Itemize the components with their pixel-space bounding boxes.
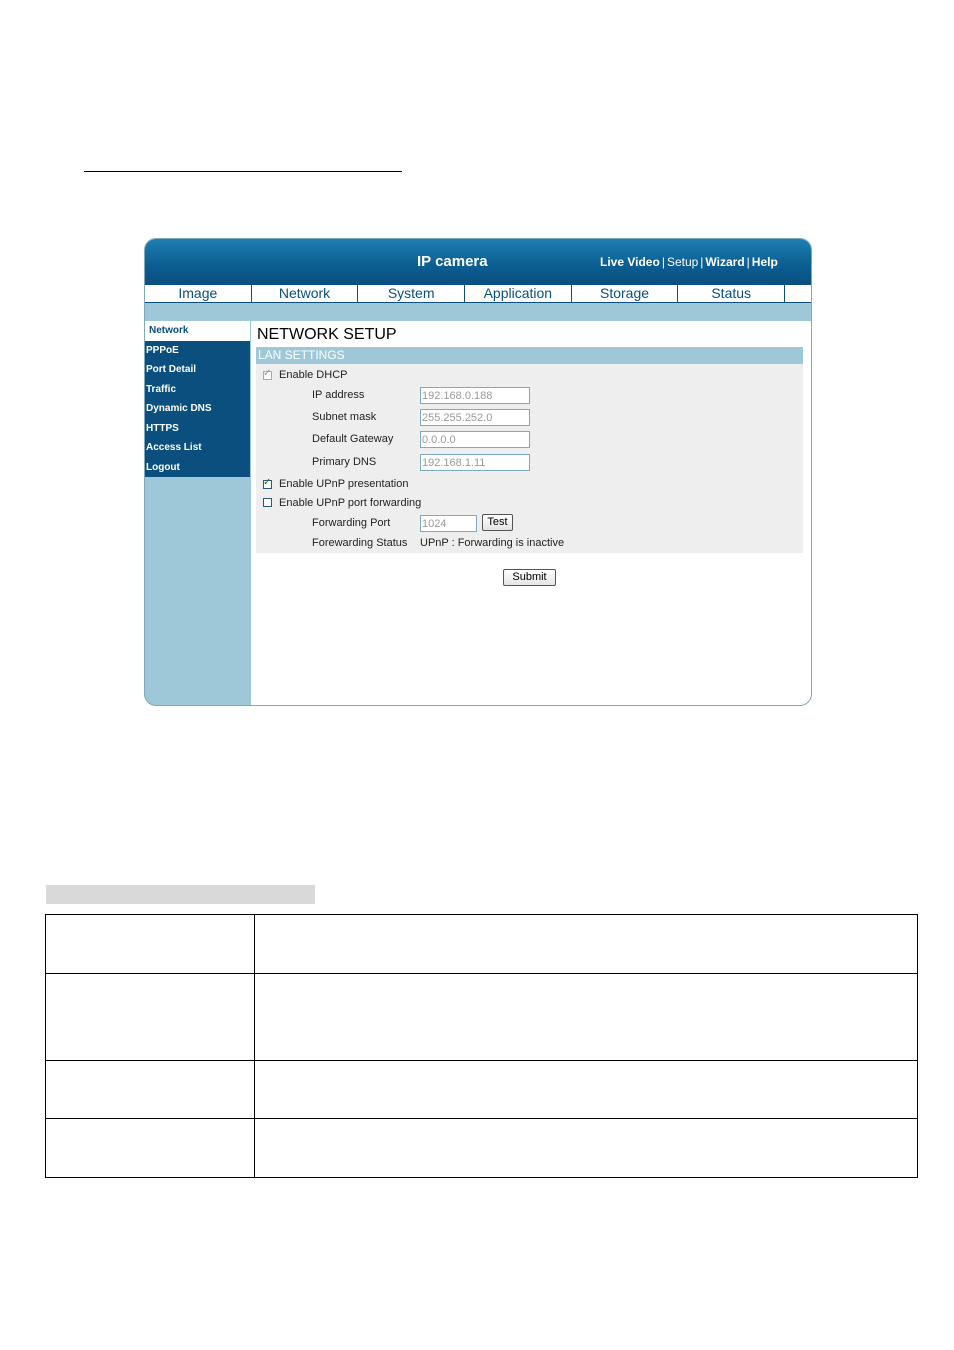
table-cell bbox=[255, 1119, 918, 1178]
sidebar-item-dynamic-dns[interactable]: Dynamic DNS bbox=[145, 399, 250, 419]
sidebar bbox=[145, 321, 250, 477]
main-menu bbox=[145, 285, 785, 303]
enable-dhcp-label: Enable DHCP bbox=[279, 369, 348, 381]
upnp-port-forwarding-label: Enable UPnP port forwarding bbox=[279, 497, 422, 509]
table-cell bbox=[46, 915, 255, 974]
sidebar-item-https[interactable]: HTTPS bbox=[145, 419, 250, 439]
ip-address-label: IP address bbox=[312, 389, 365, 401]
section-title: LAN SETTINGS bbox=[256, 347, 803, 364]
menu-system[interactable]: System bbox=[358, 285, 465, 302]
setup-link[interactable]: Setup bbox=[666, 255, 699, 269]
forwarding-status-label: Forewarding Status bbox=[312, 537, 408, 549]
table-row bbox=[46, 915, 918, 974]
forwarding-port-field[interactable]: 1024 bbox=[420, 515, 477, 532]
table-cell bbox=[255, 1061, 918, 1119]
page-title: NETWORK SETUP bbox=[257, 326, 397, 343]
menu-filler bbox=[785, 285, 811, 303]
link-separator: | bbox=[661, 255, 665, 269]
menu-status[interactable]: Status bbox=[678, 285, 785, 302]
app-title: IP camera bbox=[417, 253, 488, 270]
table-cell bbox=[255, 974, 918, 1061]
description-table bbox=[45, 914, 918, 1178]
table-heading-bar bbox=[46, 885, 315, 904]
document-heading-underline bbox=[84, 171, 402, 172]
camera-web-ui bbox=[144, 238, 812, 706]
menu-image[interactable]: Image bbox=[145, 285, 252, 302]
help-link[interactable]: Help bbox=[751, 255, 778, 269]
default-gateway-label: Default Gateway bbox=[312, 433, 394, 445]
content-panel bbox=[251, 321, 811, 705]
upnp-presentation-label: Enable UPnP presentation bbox=[279, 478, 409, 490]
menu-storage[interactable]: Storage bbox=[572, 285, 679, 302]
lan-settings-section bbox=[256, 347, 803, 553]
menu-network[interactable]: Network bbox=[252, 285, 359, 302]
upnp-port-forwarding-checkbox[interactable] bbox=[263, 498, 272, 507]
forwarding-port-label: Forwarding Port bbox=[312, 517, 391, 529]
table-cell bbox=[46, 1119, 255, 1178]
table-cell bbox=[46, 974, 255, 1061]
primary-dns-field[interactable]: 192.168.1.11 bbox=[420, 454, 530, 471]
table-cell bbox=[46, 1061, 255, 1119]
table-row bbox=[46, 1119, 918, 1178]
sidebar-item-traffic[interactable]: Traffic bbox=[145, 380, 250, 400]
wizard-link[interactable]: Wizard bbox=[705, 255, 745, 269]
link-separator: | bbox=[700, 255, 704, 269]
submit-button[interactable]: Submit bbox=[503, 569, 556, 586]
sidebar-item-pppoe[interactable]: PPPoE bbox=[145, 341, 250, 361]
live-video-link[interactable]: Live Video bbox=[600, 255, 660, 269]
table-row bbox=[46, 974, 918, 1061]
sidebar-item-network[interactable]: Network bbox=[145, 321, 250, 341]
primary-dns-label: Primary DNS bbox=[312, 456, 377, 468]
sidebar-item-port-detail[interactable]: Port Detail bbox=[145, 360, 250, 380]
forwarding-status-value: UPnP : Forwarding is inactive bbox=[420, 537, 565, 549]
sidebar-item-logout[interactable]: Logout bbox=[145, 458, 250, 478]
subnet-mask-field[interactable]: 255.255.252.0 bbox=[420, 409, 530, 426]
enable-dhcp-checkbox[interactable] bbox=[263, 371, 272, 380]
test-button[interactable]: Test bbox=[482, 514, 513, 531]
link-separator: | bbox=[746, 255, 750, 269]
header-bar bbox=[145, 239, 811, 286]
default-gateway-field[interactable]: 0.0.0.0 bbox=[420, 431, 530, 448]
table-row bbox=[46, 1061, 918, 1119]
upnp-presentation-checkbox[interactable] bbox=[263, 480, 272, 489]
top-links bbox=[600, 255, 778, 269]
subnet-mask-label: Subnet mask bbox=[312, 411, 377, 423]
menu-application[interactable]: Application bbox=[465, 285, 572, 302]
ip-address-field[interactable]: 192.168.0.188 bbox=[420, 387, 530, 404]
table-cell bbox=[255, 915, 918, 974]
sidebar-item-access-list[interactable]: Access List bbox=[145, 438, 250, 458]
